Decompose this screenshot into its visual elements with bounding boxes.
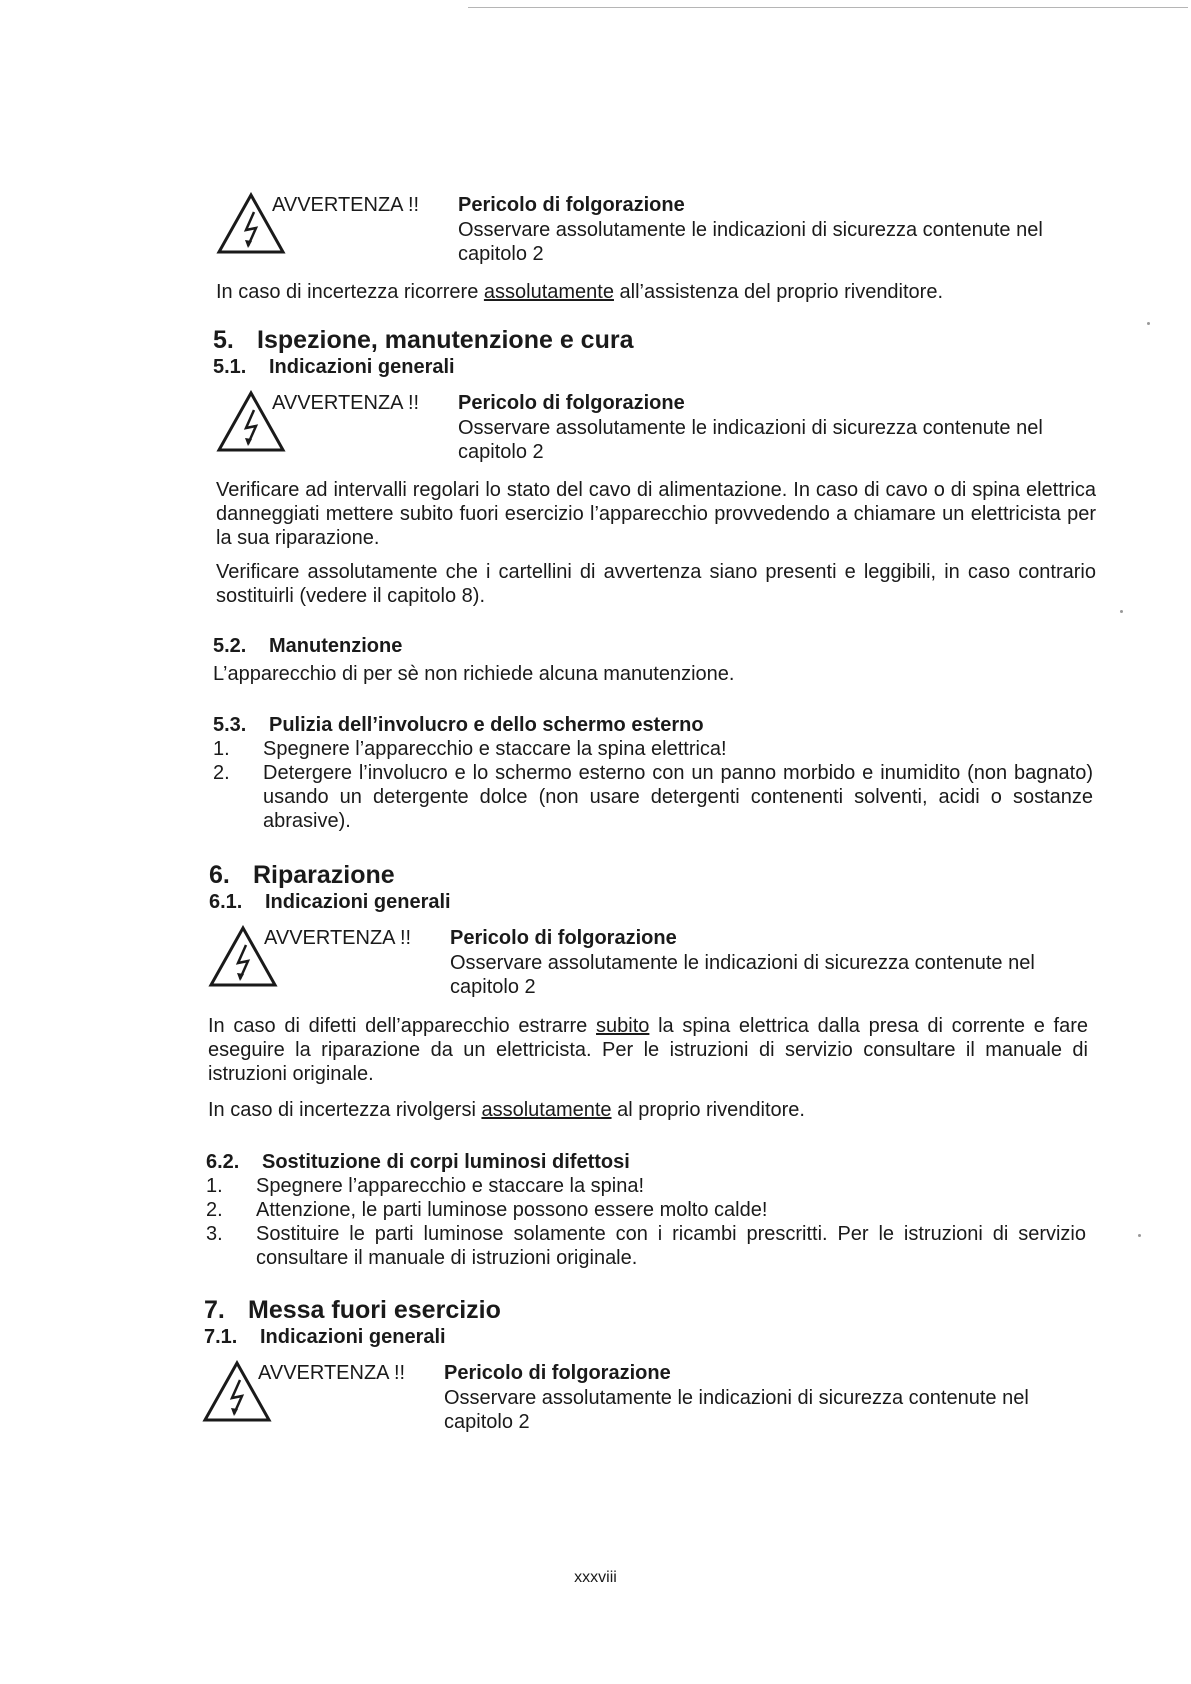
emphasis-underline: subito: [596, 1015, 650, 1037]
scan-speck: [1147, 322, 1150, 325]
warning-text: Osservare assolutamente le indicazioni di sicurezza contenute nel capitolo 2: [458, 219, 1043, 265]
section-5-paragraph-1: Verificare ad intervalli regolari lo stato del cavo di alimentazione. In caso di cavo o di spina elettrica danneggiati mettere subito fuori esercizio l’apparecchio provvedendo a chiamare un elettricista per la sua riparazione.: [216, 479, 1096, 549]
section-6-heading: 6. Riparazione: [209, 861, 395, 889]
warning-text: Osservare assolutamente le indicazioni di sicurezza contenute nel capitolo 2: [444, 1387, 1029, 1433]
list-item: 2. Attenzione, le parti luminose possono essere molto calde!: [206, 1199, 768, 1221]
section-5-2-text: L’apparecchio di per sè non richiede alcuna manutenzione.: [213, 663, 735, 685]
warning-label: AVVERTENZA !!: [272, 194, 420, 216]
section-7-1-heading: 7.1. Indicazioni generali: [204, 1326, 446, 1348]
intro-paragraph: In caso di incertezza ricorrere assolutamente all’assistenza del proprio rivenditore.: [216, 281, 944, 303]
section-5-3-list: [213, 737, 1093, 833]
warning-block: [208, 925, 1088, 1005]
section-6-paragraph-2: In caso di incertezza rivolgersi assolutamente al proprio rivenditore.: [208, 1099, 805, 1121]
section-6-paragraph-1: In caso di difetti dell’apparecchio estrarre subito la spina elettrica dalla presa di corrente e fare eseguire la riparazione da un elettricista. Per le istruzioni di servizio consultare il manuale di istruzioni originale.: [208, 1015, 1088, 1085]
list-item: 1. Spegnere l’apparecchio e staccare la spina elettrica!: [213, 738, 727, 760]
warning-title: Pericolo di folgorazione: [458, 392, 685, 414]
list-item: 2. Detergere l’involucro e lo schermo esterno con un panno morbido e inumidito (non bagnato) usando un detergente dolce (non usare detergenti contenenti solventi, acidi o sostanze abrasive).: [213, 762, 1093, 832]
list-item: 1. Spegnere l’apparecchio e staccare la spina!: [206, 1175, 645, 1197]
section-5-2-heading: 5.2. Manutenzione: [213, 635, 403, 657]
scan-speck: [1138, 1234, 1141, 1237]
section-6-2-heading: 6.2. Sostituzione di corpi luminosi difettosi: [206, 1151, 630, 1173]
warning-block: [216, 192, 1096, 272]
warning-title: Pericolo di folgorazione: [458, 194, 685, 216]
section-6-2-list: [206, 1174, 1086, 1270]
warning-block: [216, 390, 1096, 470]
section-5-3-heading: 5.3. Pulizia dell’involucro e dello schermo esterno: [213, 714, 704, 736]
section-6-1-heading: 6.1. Indicazioni generali: [209, 891, 451, 913]
warning-title: Pericolo di folgorazione: [444, 1362, 671, 1384]
warning-label: AVVERTENZA !!: [258, 1362, 406, 1384]
list-item: 3. Sostituire le parti luminose solamente con i ricambi prescritti. Per le istruzioni di servizio consultare il manuale di istruzioni originale.: [206, 1223, 1086, 1269]
section-5-heading: 5. Ispezione, manutenzione e cura: [213, 326, 634, 354]
page-number: xxxviii: [574, 1569, 617, 1586]
warning-title: Pericolo di folgorazione: [450, 927, 677, 949]
emphasis-underline: assolutamente: [483, 281, 614, 303]
section-5-1-heading: 5.1. Indicazioni generali: [213, 356, 455, 378]
warning-text: Osservare assolutamente le indicazioni di sicurezza contenute nel capitolo 2: [458, 417, 1043, 463]
emphasis-underline: assolutamente: [481, 1099, 612, 1121]
warning-label: AVVERTENZA !!: [264, 927, 412, 949]
warning-label: AVVERTENZA !!: [272, 392, 420, 414]
section-7-heading: 7. Messa fuori esercizio: [204, 1296, 501, 1324]
section-5-paragraph-2: Verificare assolutamente che i cartellini di avvertenza siano presenti e leggibili, in caso contrario sostituirli (vedere il capitolo 8).: [216, 561, 1096, 607]
scan-speck: [1120, 610, 1123, 613]
warning-block: [202, 1360, 1082, 1440]
warning-text: Osservare assolutamente le indicazioni di sicurezza contenute nel capitolo 2: [450, 952, 1035, 998]
